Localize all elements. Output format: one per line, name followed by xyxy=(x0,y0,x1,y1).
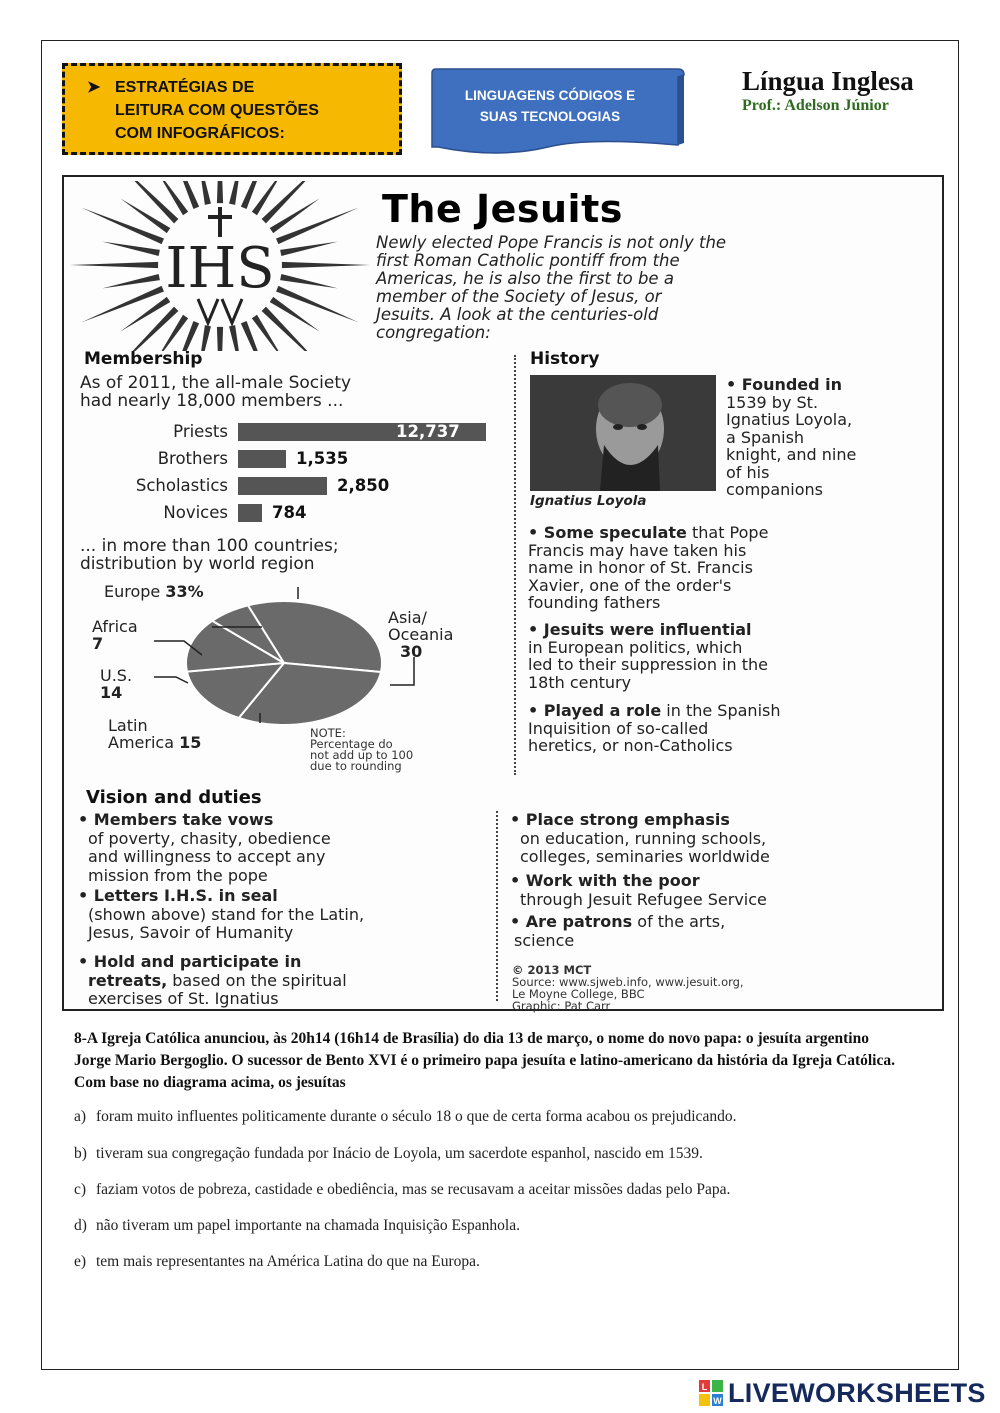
seal-ray xyxy=(153,181,188,215)
liveworksheets-brand: LIVEWORKSHEETS xyxy=(728,1377,986,1408)
history-influential xyxy=(528,621,768,691)
speculate-line: name in honor of St. Francis xyxy=(528,558,753,577)
pie-label-us xyxy=(100,667,132,701)
seal-ray xyxy=(282,262,370,268)
pie-label-value: 7 xyxy=(92,634,104,653)
distribution-line: ... in more than 100 countries; xyxy=(80,536,339,556)
founded-line: companions xyxy=(726,480,823,499)
poor-line: through Jesuit Refugee Service xyxy=(520,889,767,909)
jesuits-infographic xyxy=(62,175,944,1011)
teacher-name: Prof.: Adelson Júnior xyxy=(742,97,889,114)
portrait-caption: Ignatius Loyola xyxy=(530,493,647,509)
patrons-rest: of the arts, xyxy=(632,912,726,931)
strategy-line-2: LEITURA COM QUESTÕES xyxy=(115,102,319,119)
vows-line: mission from the pope xyxy=(88,865,268,885)
seal-letters: IHS xyxy=(165,236,275,301)
pie-label-text: Latin xyxy=(108,716,148,735)
bar-category-label: Priests xyxy=(173,422,228,441)
vows-line: and willingness to accept any xyxy=(88,847,326,866)
option-text: não tiveram um papel importante na chamada Inquisição Espanhola. xyxy=(96,1217,520,1234)
bar-category-label: Scholastics xyxy=(135,476,228,495)
seal-ray xyxy=(252,315,287,351)
seal-ray xyxy=(81,208,164,245)
influential-line: 18th century xyxy=(528,672,632,692)
pie-label-text: Oceania xyxy=(388,625,454,644)
seal-ray xyxy=(70,262,158,268)
pie-label-value: 30 xyxy=(400,642,423,661)
strategy-line-1: ESTRATÉGIAS DE xyxy=(115,79,255,96)
vision-vows xyxy=(78,811,331,885)
pie-label-asia xyxy=(388,609,453,660)
credit-line: Source: www.sjweb.info, www.jesuit.org, xyxy=(512,975,744,989)
logo-letter: W xyxy=(713,1396,722,1406)
note-line: due to rounding xyxy=(310,759,402,773)
influential-line: in European politics, which xyxy=(528,637,743,657)
vision-heading: Vision and duties xyxy=(86,787,262,808)
intro-line: Newly elected Pope Francis is not only the xyxy=(376,233,727,252)
bar-brothers xyxy=(238,450,286,468)
column-divider xyxy=(514,355,516,775)
logo-letter: L xyxy=(701,1382,708,1392)
pie-label-text: Africa xyxy=(92,617,138,636)
bar-novices xyxy=(238,504,262,522)
vision-retreats xyxy=(78,953,347,1009)
intro-line: congregation: xyxy=(376,323,491,342)
bar-scholastics xyxy=(238,477,327,495)
question-8-text: 8-A Igreja Católica anunciou, às 20h14 (16h14 de Brasília) do dia 13 de março, o nome do novo papa: o jesuíta argentino Jorge Mario Bergoglio. O sucessor de Bento XVI é o primeiro papa jesuíta e latino-americano da história da Igreja Católica. Com base no diagrama acima, os jesuítas xyxy=(74,1030,895,1091)
membership-intro xyxy=(80,374,351,410)
seal-ray xyxy=(229,325,243,351)
seal-ray xyxy=(102,274,160,288)
retreats-bold: • Hold and participate in xyxy=(78,952,302,971)
founded-line: Ignatius Loyola, xyxy=(726,410,853,429)
note-line: Percentage do xyxy=(310,737,393,751)
pie-label-europe xyxy=(104,583,204,600)
role-line: Inquisition of so-called xyxy=(528,718,709,738)
option-letter: e) xyxy=(74,1253,87,1270)
subject-area-banner xyxy=(428,67,686,155)
speculate-line: Francis may have taken his xyxy=(528,540,747,560)
seal-ray xyxy=(280,274,338,288)
vows-bold: • Members take vows xyxy=(78,810,274,829)
founded-line: of his xyxy=(726,462,770,482)
intro-line: member of the Society of Jesus, or xyxy=(376,287,662,306)
option-e[interactable] xyxy=(74,1253,480,1271)
seal-ray xyxy=(217,327,223,351)
intro-line: Jesuits. A look at the centuries-old xyxy=(376,305,659,324)
seal-ray xyxy=(81,286,164,323)
vows-line: of poverty, chasity, obedience xyxy=(88,828,331,848)
bar-value-label: 12,737 xyxy=(396,422,460,441)
history-role xyxy=(528,702,780,755)
emphasis-bold: • Place strong emphasis xyxy=(510,810,730,829)
pie-label-text: America xyxy=(108,733,174,752)
banner-line-2: SUAS TECNOLOGIAS xyxy=(479,109,621,124)
option-letter: b) xyxy=(74,1145,87,1162)
infographic-title: The Jesuits xyxy=(382,187,623,231)
pie-label-value: 15 xyxy=(179,733,202,752)
intro-line: first Roman Catholic pontiff from the xyxy=(376,251,680,270)
option-letter: d) xyxy=(74,1217,87,1234)
ihs-seal-icon xyxy=(70,181,370,351)
vision-patrons xyxy=(510,913,725,950)
founded-line: a Spanish xyxy=(726,427,805,447)
seal-ray xyxy=(280,242,338,256)
influential-line: led to their suppression in the xyxy=(528,655,768,674)
seal-ray xyxy=(276,286,359,323)
intro-line: Americas, he is also the first to be a xyxy=(376,269,674,288)
seal-ray xyxy=(217,181,223,203)
vision-divider xyxy=(496,811,498,1001)
pie-note xyxy=(310,728,413,772)
bar-category-label: Novices xyxy=(163,503,228,522)
membership-intro-line: As of 2011, the all-male Society xyxy=(80,373,352,393)
vision-emphasis xyxy=(510,811,770,867)
option-text: faziam votos de pobreza, castidade e obediência, mas se recusavam a aceitar missões dadas pelo Papa. xyxy=(96,1181,731,1198)
vision-poor xyxy=(510,872,767,909)
seal-ray xyxy=(197,181,211,205)
note-line: not add up to 100 xyxy=(310,748,414,762)
seal-ray xyxy=(153,315,188,351)
bar-value-label: 2,850 xyxy=(337,476,390,495)
liveworksheets-logo-icon xyxy=(698,1379,724,1407)
pie-label-text: Europe xyxy=(104,582,161,601)
ignatius-portrait xyxy=(530,375,716,491)
emphasis-line: colleges, seminaries worldwide xyxy=(520,847,770,866)
option-letter: a) xyxy=(74,1108,87,1125)
option-text: foram muito influentes politicamente durante o século 18 o que de certa forma acabou os prejudicando. xyxy=(96,1108,737,1125)
pie-label-value: 14 xyxy=(100,683,123,702)
retreats-rest: based on the spiritual xyxy=(167,970,347,990)
pie-label-latin-america xyxy=(108,717,201,751)
credit-line: Le Moyne College, BBC xyxy=(512,987,645,1001)
distribution-text xyxy=(80,537,339,573)
membership-intro-line: had nearly 18,000 members ... xyxy=(80,391,344,411)
infographic-credits xyxy=(512,964,744,1012)
founded-bold: • Founded in xyxy=(726,375,843,394)
speculate-line: Xavier, one of the order's xyxy=(528,575,732,595)
role-rest: in the Spanish xyxy=(661,701,781,720)
founded-line: knight, and nine xyxy=(726,445,857,464)
liveworksheets-logo[interactable] xyxy=(698,1378,986,1408)
pie-label-text: U.S. xyxy=(100,666,133,685)
history-founded xyxy=(726,376,856,499)
role-line: heretics, or non-Catholics xyxy=(528,736,733,755)
seal-ray xyxy=(276,208,359,245)
credit-line: Graphic: Pat Carr xyxy=(512,999,611,1013)
bar-category-label: Brothers xyxy=(157,449,228,468)
seal-ray xyxy=(197,325,211,351)
option-letter: c) xyxy=(74,1181,87,1198)
history-speculate xyxy=(528,524,768,612)
patrons-bold: • Are patrons xyxy=(510,912,633,931)
option-text: tiveram sua congregação fundada por Inácio de Loyola, um sacerdote espanhol, nascido em 1539. xyxy=(96,1145,703,1162)
vision-letters xyxy=(78,887,364,943)
option-b[interactable] xyxy=(74,1145,703,1163)
founded-line: 1539 by St. xyxy=(726,392,819,412)
bar-value-label: 784 xyxy=(272,503,307,522)
membership-heading: Membership xyxy=(84,349,203,369)
subject-title: Língua Inglesa xyxy=(742,66,914,96)
option-a[interactable] xyxy=(74,1108,736,1126)
emphasis-line: on education, running schools, xyxy=(520,828,767,848)
pie-label-value: 33% xyxy=(165,582,204,601)
bar-value-label: 1,535 xyxy=(296,449,349,468)
arrow-bullet-icon: ➤ xyxy=(87,79,101,96)
distribution-line: distribution by world region xyxy=(80,554,315,574)
seal-ray xyxy=(252,181,287,215)
option-text: tem mais representantes na América Latina do que na Europa. xyxy=(96,1253,480,1270)
poor-bold: • Work with the poor xyxy=(510,871,700,890)
patrons-line: science xyxy=(514,930,575,950)
note-line: NOTE: xyxy=(310,726,346,740)
speculate-rest: that Pope xyxy=(686,523,769,542)
strategy-line-3: COM INFOGRÁFICOS: xyxy=(115,125,285,142)
strategy-box xyxy=(62,63,402,155)
banner-line-1: LINGUAGENS CÓDIGOS E xyxy=(464,88,636,103)
retreats-bold2: retreats, xyxy=(88,970,168,990)
retreats-line: exercises of St. Ignatius xyxy=(88,989,279,1008)
influential-bold: • Jesuits were influential xyxy=(528,620,752,639)
option-d[interactable] xyxy=(74,1217,520,1235)
letters-bold: • Letters I.H.S. in seal xyxy=(78,886,278,905)
pie-label-africa xyxy=(92,618,138,652)
letters-line: Jesus, Savoir of Humanity xyxy=(88,923,294,942)
infographic-intro xyxy=(376,234,936,342)
history-heading: History xyxy=(530,349,600,369)
speculate-line: founding fathers xyxy=(528,593,661,612)
credit-line: © 2013 MCT xyxy=(512,963,592,977)
pie-label-text: Asia/ xyxy=(388,608,427,627)
letters-line: (shown above) stand for the Latin, xyxy=(88,904,365,924)
seal-ray xyxy=(229,181,243,205)
seal-ray xyxy=(102,242,160,256)
speculate-bold: • Some speculate xyxy=(528,523,687,542)
role-bold: • Played a role xyxy=(528,701,662,720)
option-c[interactable] xyxy=(74,1181,730,1199)
